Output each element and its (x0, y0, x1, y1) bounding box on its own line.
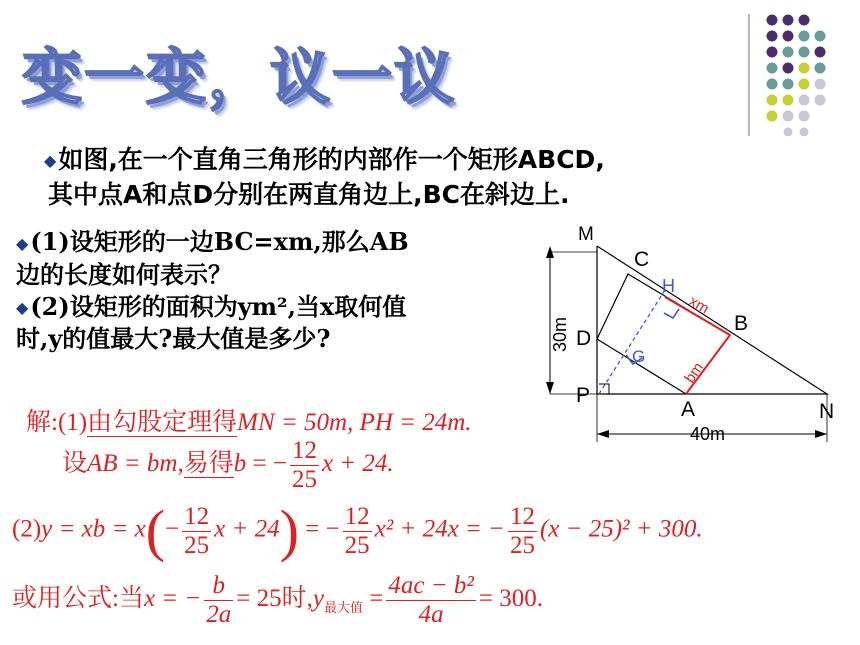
q2-line-1: (2)设矩形的面积为ym²,当x取何值 (30, 291, 407, 321)
solution-math-eq: = − (252, 450, 287, 478)
solution-sub-max: 最大值 (324, 600, 364, 616)
triangle-mpn (597, 246, 827, 394)
solution-math-x: x = − (143, 585, 202, 613)
q1-line-2: 边的长度如何表示？ (16, 259, 232, 289)
intro-line-2: 其中点A和点D分别在两直角边上,BC在斜边上. (48, 180, 570, 209)
intro-line-1: 如图,在一个直角三角形的内部作一个矩形ABCD, (58, 145, 605, 174)
label-d: D (576, 327, 592, 350)
slide-title: 变一变，议一议 (22, 43, 456, 113)
solution-line-1 (26, 402, 472, 438)
label-bm: bm (681, 359, 708, 387)
bullet-diamond-icon: ◆ (16, 298, 29, 317)
solution-math-eq: = − (305, 515, 340, 543)
altitude-ph (599, 290, 665, 394)
label-c: C (634, 248, 650, 271)
label-g: G (632, 347, 646, 366)
solution-text-formula: 或用公式:当 (12, 585, 144, 613)
paren-left: ( (145, 498, 166, 563)
fraction-b-2a: $\frac{b}{2a}$ (206, 572, 232, 628)
solution-part-2-num: (2) (12, 515, 42, 543)
q2-line-2: 时,y的值最大?最大值是多少? (16, 324, 331, 353)
solution-line-2 (62, 437, 394, 494)
label-40m: 40m (690, 424, 726, 444)
solution-text-pythagoras: 由勾股定理得 (87, 409, 238, 436)
fraction-12-25: $\frac{12}{25}$ (509, 502, 535, 559)
q1-line-1: (1)设矩形的一边BC=xm,那么AB (30, 227, 409, 256)
solution-math-300: = 300. (478, 585, 543, 613)
label-xm: xm (686, 292, 712, 318)
bullet-diamond-icon: ◆ (16, 233, 29, 253)
solution-math-25: = 25 (236, 585, 282, 613)
solution-math-ymax: y (312, 585, 325, 613)
solution-math-inner: x + 24 (214, 515, 280, 543)
solution-math-vertex-form: (x − 25)² + 300. (539, 515, 703, 543)
decorative-divider (748, 14, 750, 136)
solution-line-3 (12, 498, 703, 563)
fraction-12-25: $\frac{12}{25}$ (184, 502, 210, 559)
label-b: B (734, 312, 749, 335)
solution-math-mn: MN = 50m, PH = 24m. (237, 409, 472, 436)
intro-paragraph (44, 143, 605, 212)
fraction-4ac-b2-4a: $\frac{\text{4ac − b²}}{4a}$ (388, 572, 474, 628)
solution-text-when: 时, (281, 585, 313, 613)
solution-math-minus: − (165, 515, 180, 543)
solution-prefix: 解: (26, 409, 58, 436)
bullet-diamond-icon: ◆ (44, 151, 57, 170)
triangle-rectangle-diagram (530, 218, 850, 450)
label-30m: 30m (550, 316, 570, 352)
question-block (16, 226, 409, 355)
solution-math-y: y = xb = x (41, 515, 146, 543)
paren-right: ) (279, 498, 299, 563)
label-a: A (681, 398, 696, 421)
label-n: N (819, 400, 835, 423)
solution-text-easily: 易得 (183, 450, 234, 478)
fraction-12-25: $\frac{12}{25}$ (344, 502, 370, 559)
decorative-dot-grid (762, 14, 852, 136)
label-p: P (576, 384, 591, 407)
solution-math-b: b (233, 450, 247, 478)
solution-text-let: 设 (62, 450, 88, 478)
solution-math-ab: AB = bm, (87, 450, 184, 478)
fraction-12-25: $\frac{12}{25}$ (291, 437, 317, 493)
solution-math-tail: x + 24. (321, 450, 394, 478)
solution-line-4 (12, 572, 543, 629)
solution-math-eq: = (369, 585, 384, 613)
solution-part-1-num: (1) (57, 409, 88, 436)
label-h: H (662, 276, 675, 296)
solution-math-expanded: x² + 24x = − (374, 515, 505, 543)
label-m: M (578, 224, 594, 245)
